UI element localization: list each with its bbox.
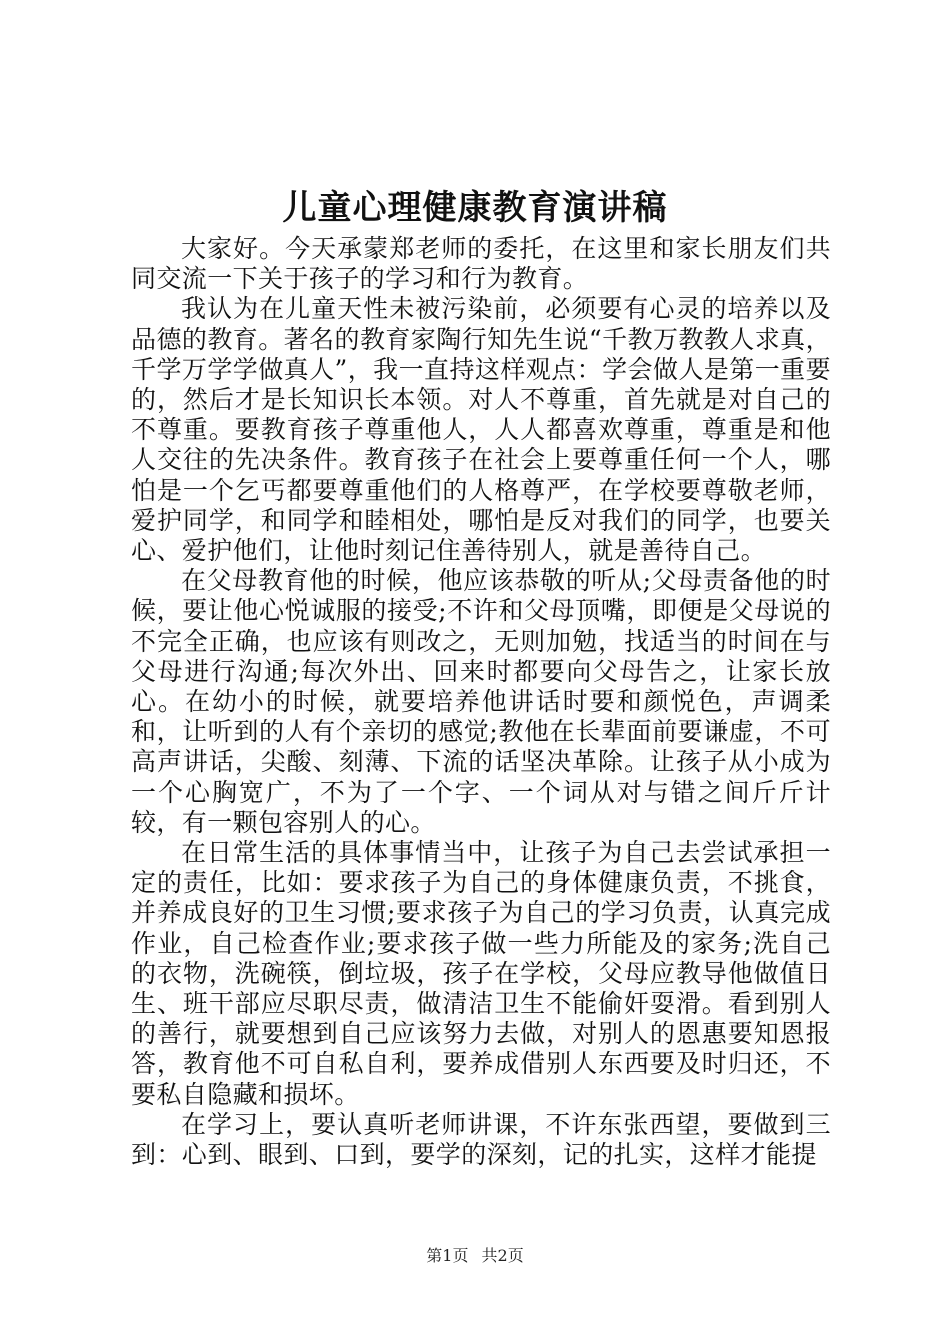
page-number: 第1页 (426, 1246, 469, 1265)
document-body (131, 234, 831, 1170)
paragraph-responsibility: 在日常生活的具体事情当中，让孩子为自己去尝试承担一定的责任，比如：要求孩子为自己的身体健康负责，不挑食，并养成良好的卫生习惯;要求孩子为自己的学习负责，认真完成作业，自己检查作业;要求孩子做一些力所能及的家务;洗自己的衣物，洗碗筷，倒垃圾，孩子在学校，父母应教导他做值日生、班干部应尽职尽责，做清洁卫生不能偷奸耍滑。看到别人的善行，就要想到自己应该努力去做，对别人的恩惠要知恩报答，教育他不可自私自利，要养成借别人东西要及时归还，不要私自隐藏和损坏。 (131, 838, 831, 1109)
paragraph-respect-parents: 在父母教育他的时候，他应该恭敬的听从;父母责备他的时候，要让他心悦诚服的接受;不许和父母顶嘴，即便是父母说的不完全正确，也应该有则改之，无则加勉，找适当的时间在与父母进行沟通;每次外出、回来时都要向父母告之，让家长放心。在幼小的时候，就要培养他讲话时要和颜悦色，声调柔和，让听到的人有个亲切的感觉;教他在长辈面前要谦虚，不可高声讲话，尖酸、刻薄、下流的话坚决革除。让孩子从小成为一个心胸宽广，不为了一个字、一个词从对与错之间斤斤计较，有一颗包容别人的心。 (131, 566, 831, 837)
document-title: 儿童心理健康教育演讲稿 (282, 188, 668, 228)
page-total: 共2页 (481, 1246, 524, 1265)
paragraph-moral-education: 我认为在儿童天性未被污染前，必须要有心灵的培养以及品德的教育。著名的教育家陶行知先生说“千教万教教人求真，千学万学学做真人”，我一直持这样观点：学会做人是第一重要的，然后才是长知识长本领。对人不尊重，首先就是对自己的不尊重。要教育孩子尊重他人，人人都喜欢尊重，尊重是和他人交往的先决条件。教育孩子在社会上要尊重任何一个人，哪怕是一个乞丐都要尊重他们的人格尊严，在学校要尊敬老师，爱护同学，和同学和睦相处，哪怕是反对我们的同学，也要关心、爱护他们，让他时刻记住善待别人，就是善待自己。 (131, 294, 831, 566)
paragraph-study: 在学习上，要认真听老师讲课，不许东张西望，要做到三到：心到、眼到、口到，要学的深刻，记的扎实，这样才能提 (131, 1109, 831, 1170)
paragraph-greeting: 大家好。今天承蒙郑老师的委托，在这里和家长朋友们共同交流一下关于孩子的学习和行为教育。 (131, 234, 831, 294)
page-footer (0, 1244, 950, 1268)
